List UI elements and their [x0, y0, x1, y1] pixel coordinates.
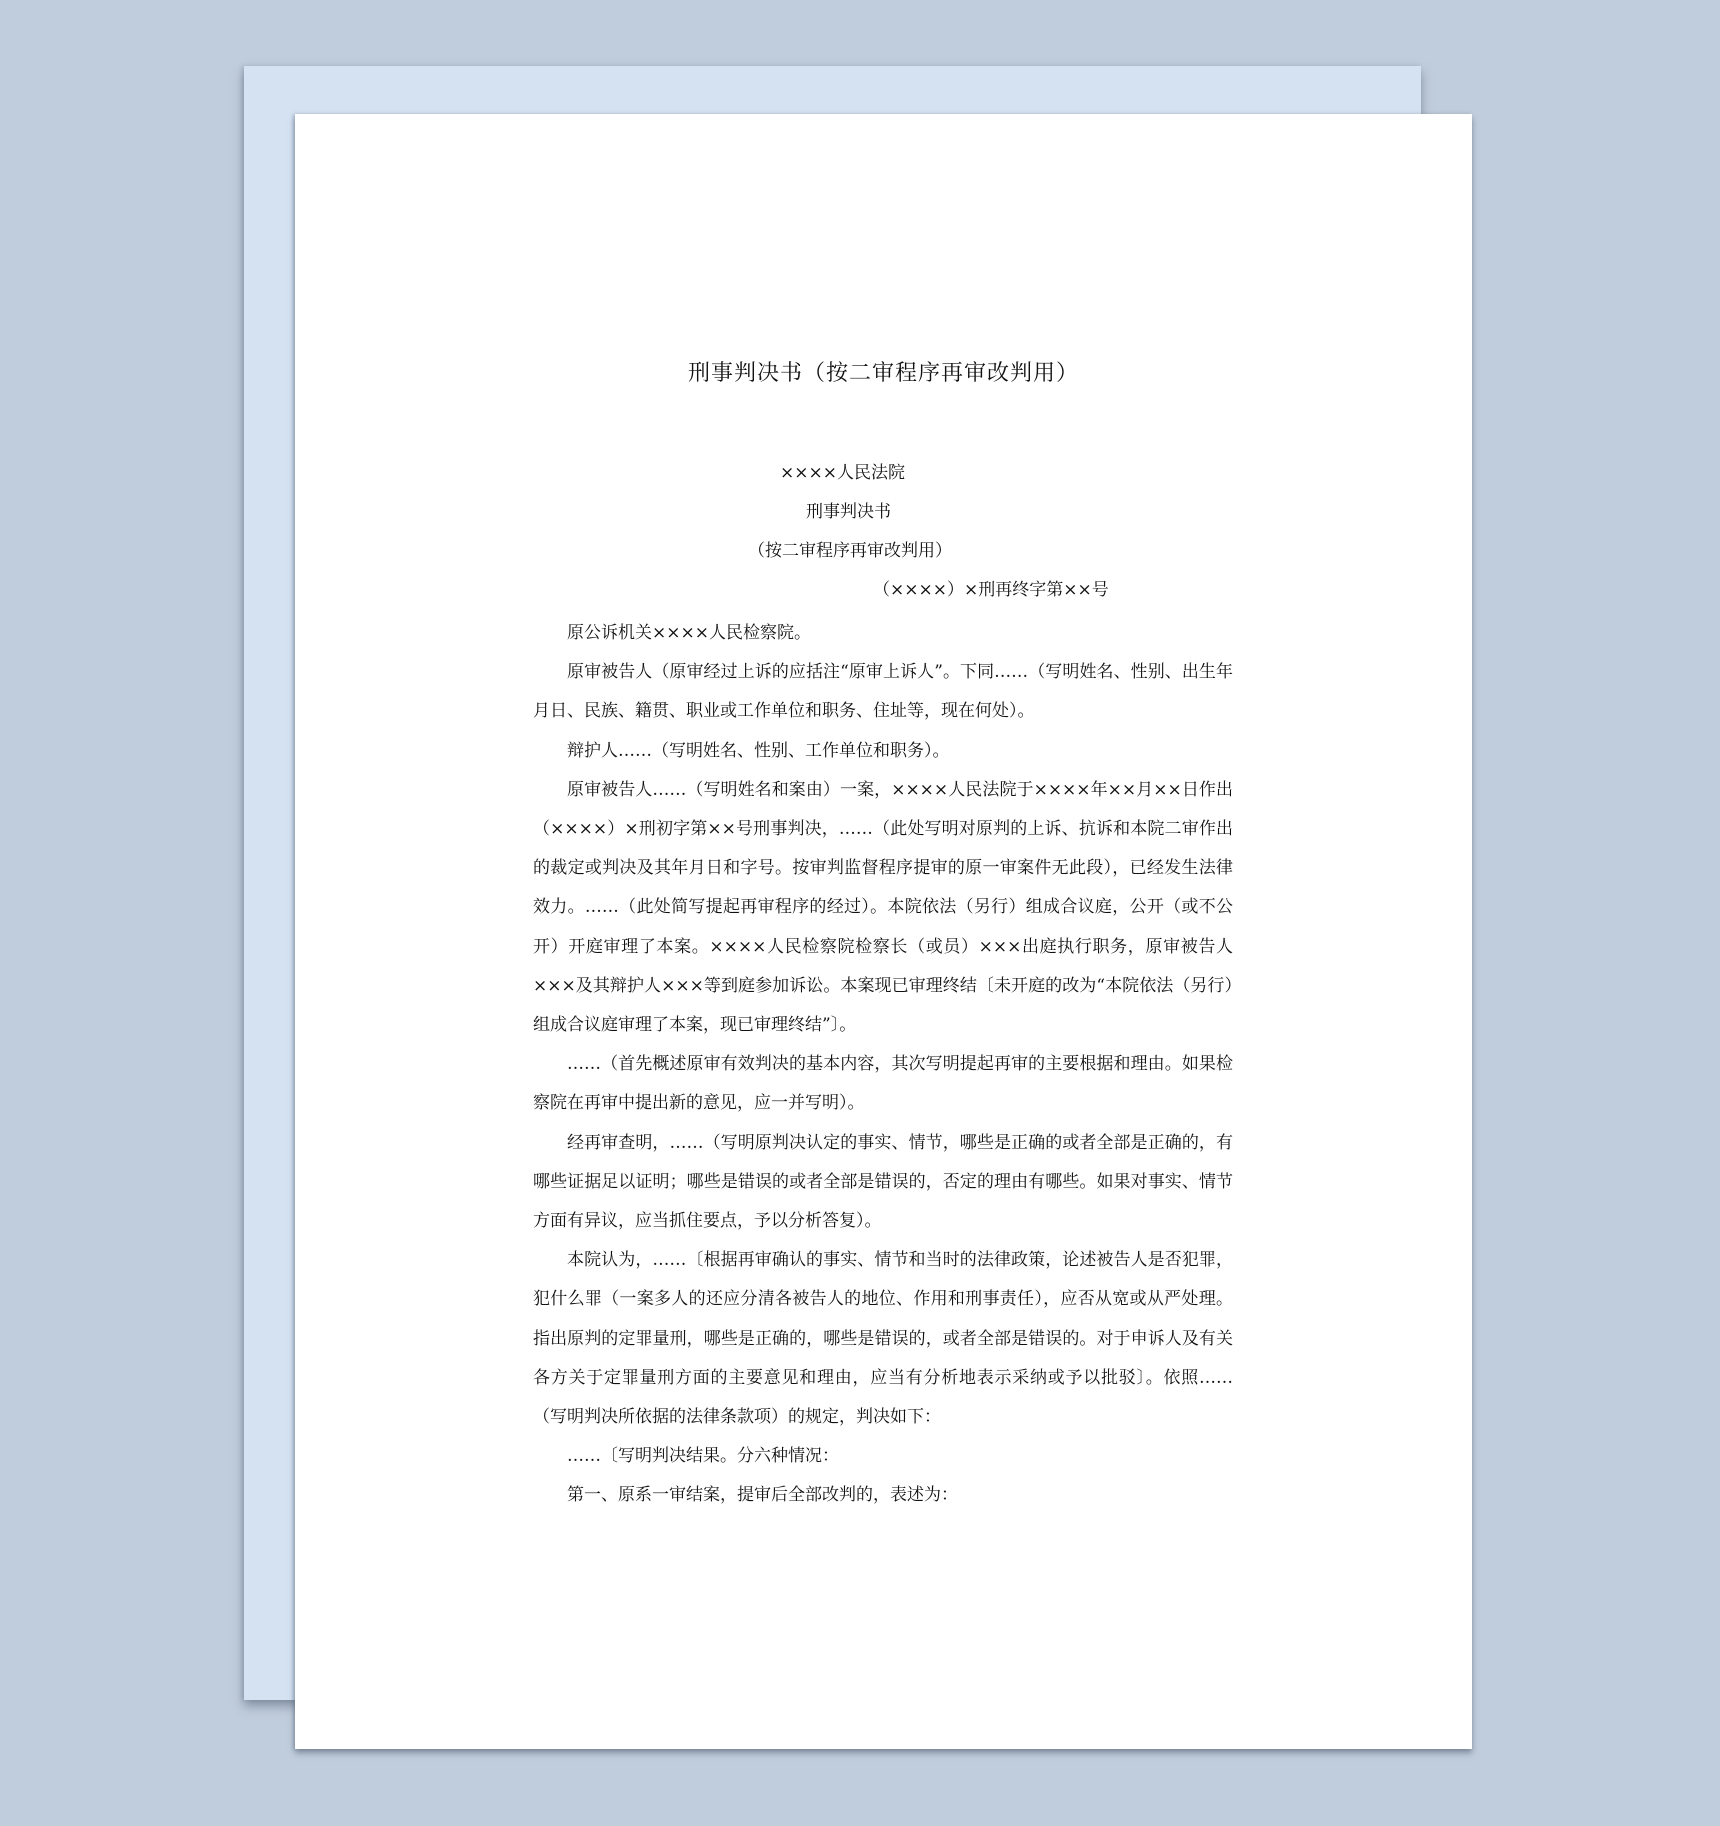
- paragraph-case-history: 原审被告人……（写明姓名和案由）一案，××××人民法院于××××年××月××日作出（××××）×刑初字第××号刑事判决，……（此处写明对原判的上诉、抗诉和本院二审作出的裁定或判决及其年月日和字号。按审判监督程序提审的原一审案件无此段），已经发生法律效力。……（此处简写提起再审程序的经过）。本院依法（另行）组成合议庭，公开（或不公开）开庭审理了本案。××××人民检察院检察长（或员）×××出庭执行职务，原审被告人×××及其辩护人×××等到庭参加诉讼。本案现已审理终结〔未开庭的改为“本院依法（另行）组成合议庭审理了本案，现已审理终结”〕。: [533, 779, 1233, 1036]
- paragraph-judgment-intro: ……〔写明判决结果。分六种情况：: [567, 1446, 839, 1467]
- paragraph-prosecutor: 原公诉机关××××人民检察院。: [567, 623, 811, 643]
- paragraph-retrial-summary: ……（首先概述原审有效判决的基本内容，其次写明提起再审的主要根据和理由。如果检察院在再审中提出新的意见，应一并写明）。: [533, 1054, 1233, 1114]
- doc-subtitle: （按二审程序再审改判用）: [748, 541, 952, 561]
- document-title: 刑事判决书（按二审程序再审改判用）: [687, 361, 1079, 386]
- document-body: [533, 614, 1233, 1516]
- case-number: （××××）×刑再终字第××号: [873, 580, 1109, 600]
- doc-type-heading: 刑事判决书: [806, 502, 891, 522]
- paragraph-defendant: 原审被告人（原审经过上诉的应括注“原审上诉人”。下同……（写明姓名、性别、出生年月日、民族、籍贯、职业或工作单位和职务、住址等，现在何处）。: [533, 662, 1233, 722]
- paragraph-defender: 辩护人……（写明姓名、性别、工作单位和职务）。: [567, 740, 950, 761]
- document-page: [295, 114, 1472, 1749]
- paragraph-findings: 经再审查明，……（写明原判决认定的事实、情节，哪些是正确的或者全部是正确的，有哪些证据足以证明；哪些是错误的或者全部是错误的，否定的理由有哪些。如果对事实、情节方面有异议，应当抓住要点，予以分析答复）。: [533, 1132, 1233, 1232]
- court-name: ××××人民法院: [780, 463, 905, 483]
- paragraph-case-one: 第一、原系一审结案，提审后全部改判的，表述为：: [567, 1485, 958, 1506]
- paragraph-court-opinion: 本院认为，……〔根据再审确认的事实、情节和当时的法律政策，论述被告人是否犯罪，犯什么罪（一案多人的还应分清各被告人的地位、作用和刑事责任），应否从宽或从严处理。指出原判的定罪量刑，哪些是正确的，哪些是错误的，或者全部是错误的。对于申诉人及有关各方关于定罪量刑方面的主要意见和理由，应当有分析地表示采纳或予以批驳〕。依照……（写明判决所依据的法律条款项）的规定，判决如下：: [533, 1250, 1233, 1428]
